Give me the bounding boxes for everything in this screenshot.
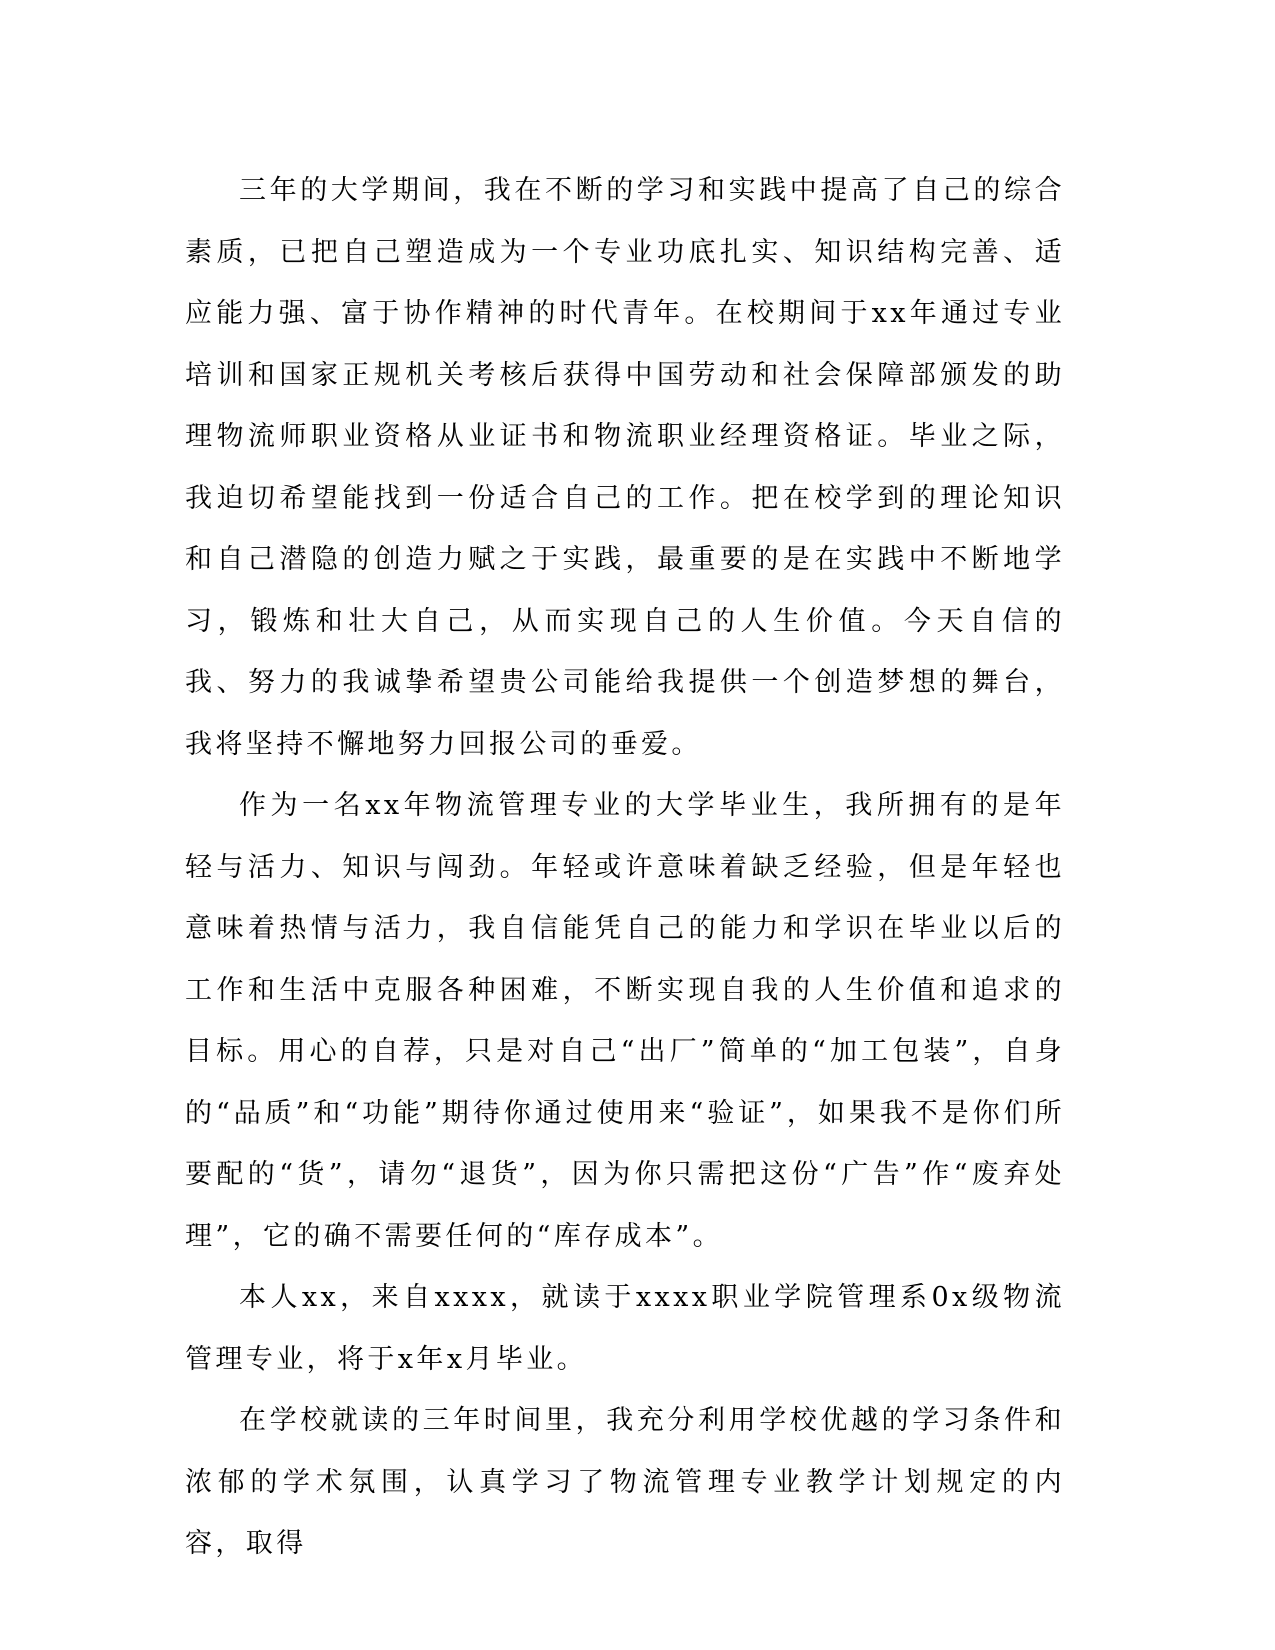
paragraph-self-intro: 本人xx，来自xxxx，就读于xxxx职业学院管理系0x级物流管理专业，将于x年x月毕业。 xyxy=(185,1282,1065,1375)
paragraph-graduate: 作为一名xx年物流管理专业的大学毕业生，我所拥有的是年轻与活力、知识与闯劲。年轻或许意味着缺乏经验，但是年轻也意味着热情与活力，我自信能凭自己的能力和学识在毕业以后的工作和生活中克服各种困难，不断实现自我的人生价值和追求的目标。用心的自荐，只是对自己“出厂”简单的“加工包装”，自身的“品质”和“功能”期待你通过使用来“验证”，如果我不是你们所要配的“货”，请勿“退货”，因为你只需把这份“广告”作“废弃处理”，它的确不需要任何的“库存成本”。 xyxy=(185,790,1065,1252)
paragraph-study: 在学校就读的三年时间里，我充分利用学校优越的学习条件和浓郁的学术氛围，认真学习了物流管理专业教学计划规定的内容，取得 xyxy=(185,1405,1065,1559)
document-body xyxy=(185,160,1065,1575)
paragraph-intro: 三年的大学期间，我在不断的学习和实践中提高了自己的综合素质，已把自己塑造成为一个专业功底扎实、知识结构完善、适应能力强、富于协作精神的时代青年。在校期间于xx年通过专业培训和国家正规机关考核后获得中国劳动和社会保障部颁发的助理物流师职业资格从业证书和物流职业经理资格证。毕业之际，我迫切希望能找到一份适合自己的工作。把在校学到的理论知识和自己潜隐的创造力赋之于实践，最重要的是在实践中不断地学习，锻炼和壮大自己，从而实现自己的人生价值。今天自信的我、努力的我诚挚希望贵公司能给我提供一个创造梦想的舞台，我将坚持不懈地努力回报公司的垂爱。 xyxy=(185,175,1065,760)
